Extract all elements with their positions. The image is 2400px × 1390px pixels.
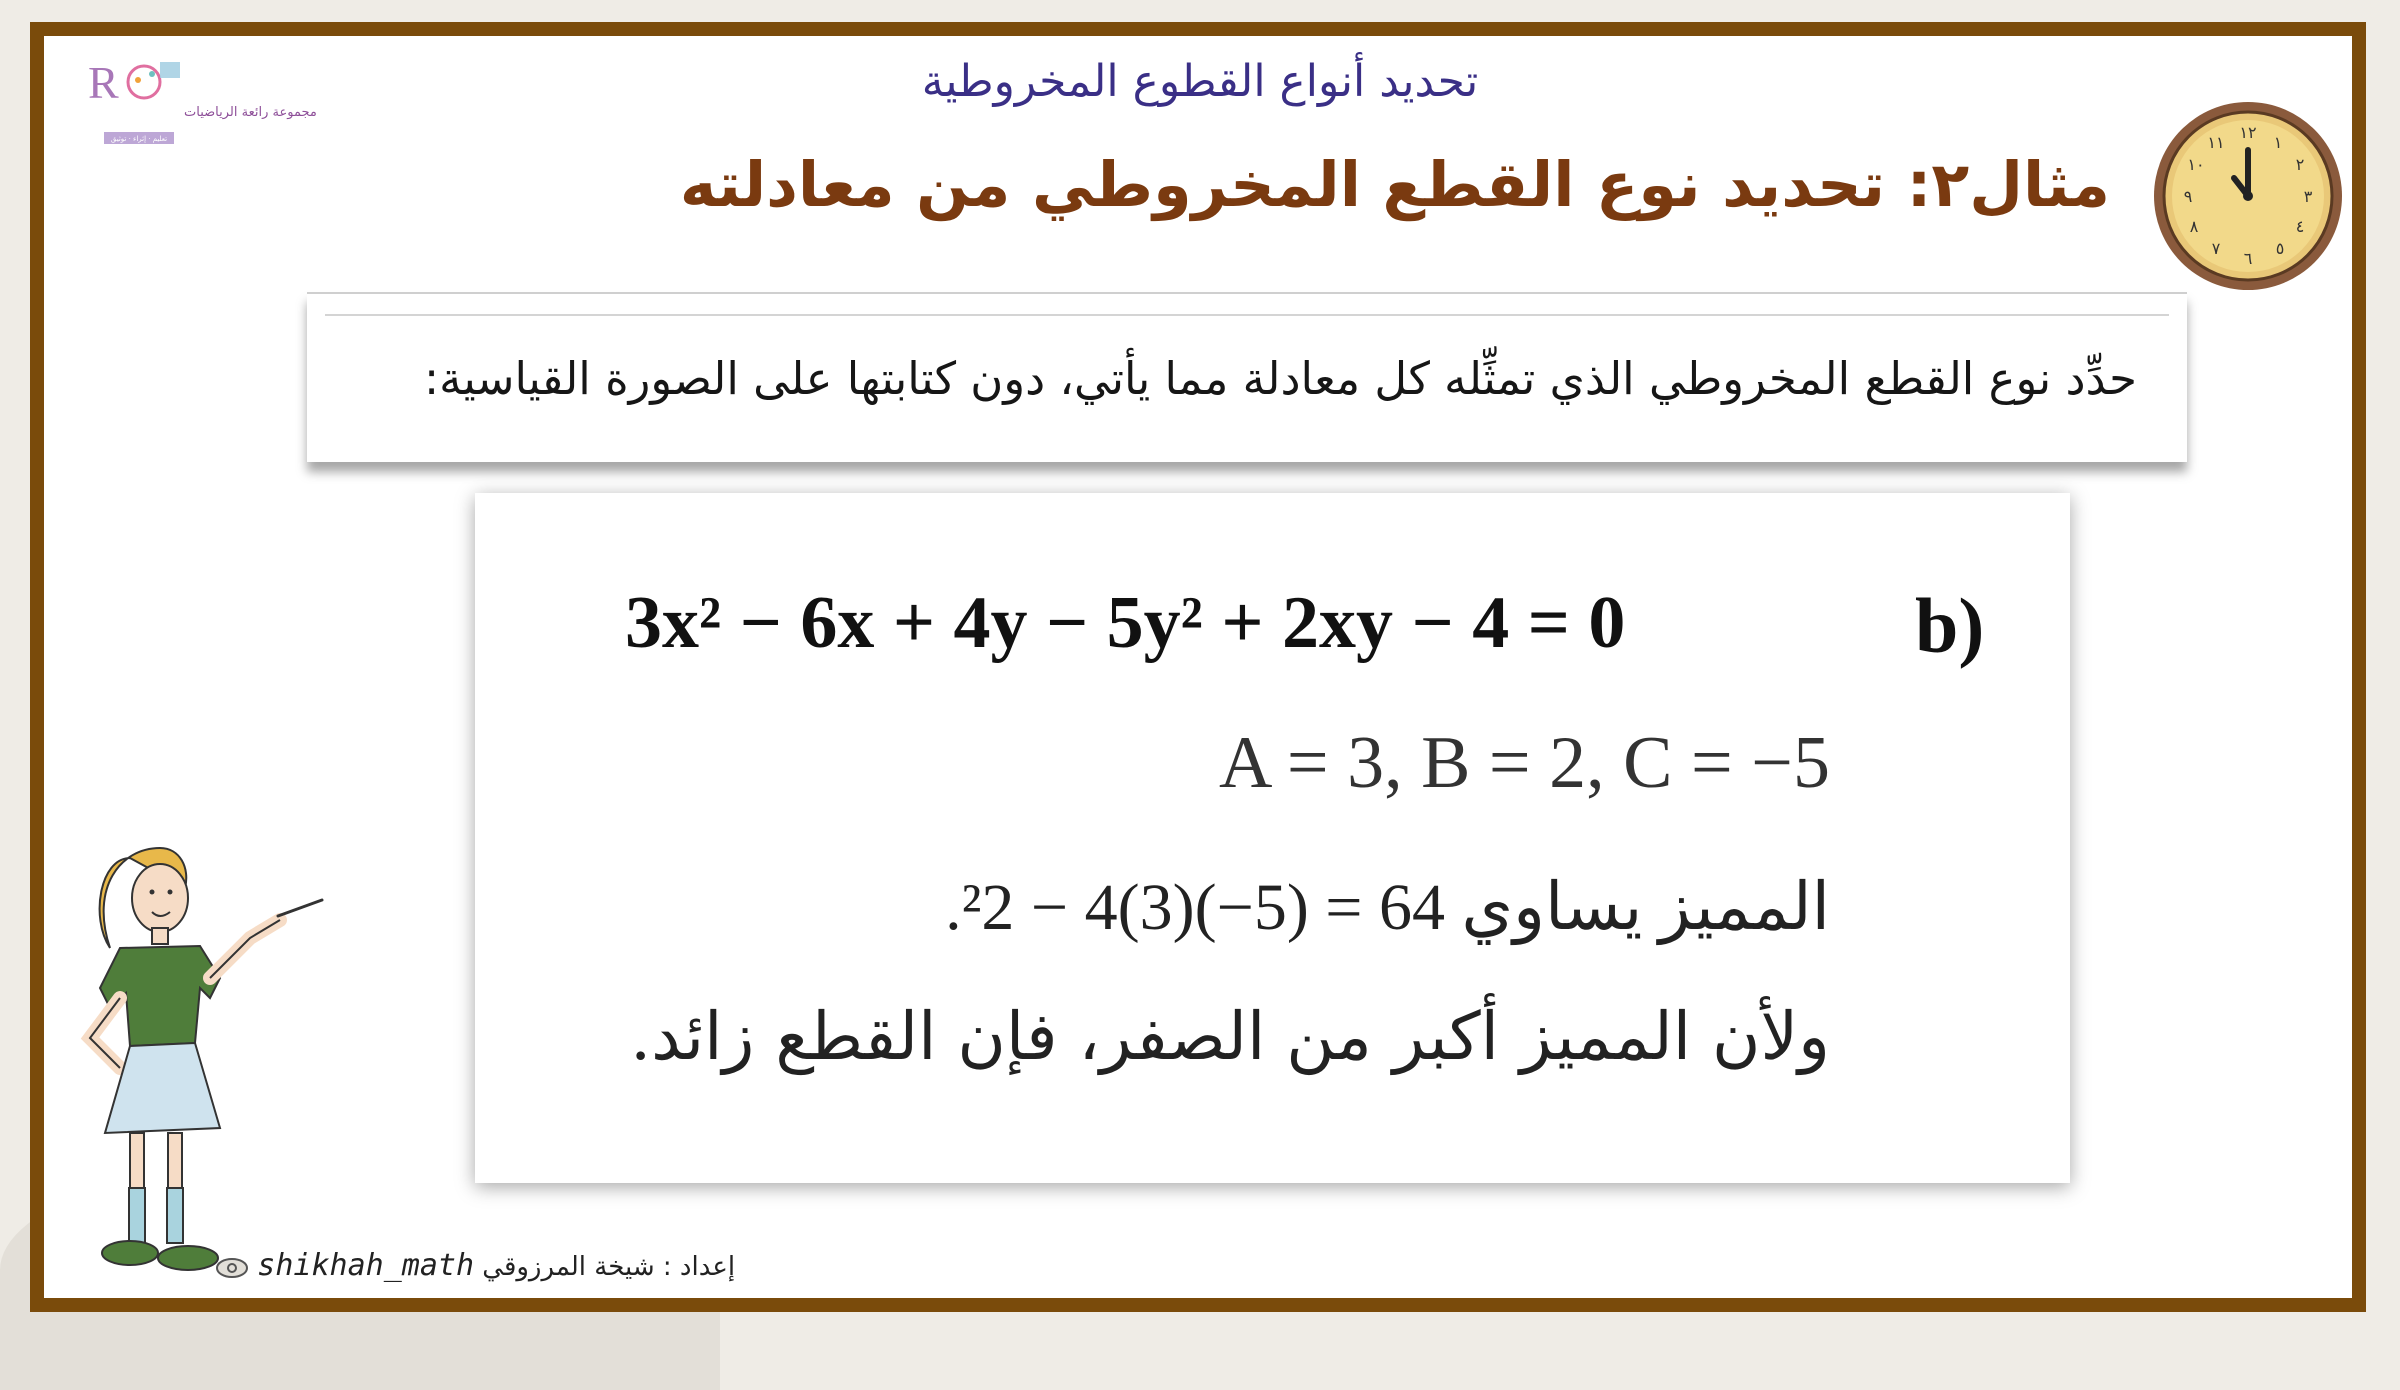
- girl-illustration: [60, 828, 350, 1288]
- logo-tagline: تعليم · إثراء · توثيق: [110, 135, 168, 143]
- instruction-text: حدِّد نوع القطع المخروطي الذي تمثِّله كل معادلة مما يأتي، دون كتابتها على الصورة القياسية:: [423, 352, 2137, 405]
- svg-text:٢: ٢: [2295, 155, 2305, 174]
- svg-text:١: ١: [2273, 133, 2283, 152]
- svg-text:١١: ١١: [2207, 133, 2225, 152]
- credit-prefix: إعداد : شيخة المرزوقي: [482, 1252, 736, 1282]
- conclusion-line: ولأن المميز أكبر من الصفر، فإن القطع زائد.: [630, 998, 1830, 1075]
- instruction-card: [307, 292, 2187, 462]
- logo-mark: [82, 52, 317, 156]
- credit-line: [215, 1248, 735, 1283]
- slide-subtitle: تحديد أنواع القطوع المخروطية: [921, 56, 1479, 107]
- svg-text:٩: ٩: [2183, 187, 2193, 206]
- svg-text:٨: ٨: [2189, 217, 2199, 236]
- svg-text:١٠: ١٠: [2187, 155, 2205, 174]
- logo-caption: مجموعة رائعة الرياضيات: [184, 105, 317, 120]
- conic-equation: 3x² − 6x + 4y − 5y² + 2xy − 4 = 0: [625, 582, 1626, 664]
- coefficients-line: A = 3, B = 2, C = −5: [1218, 722, 1830, 804]
- credit-handle[interactable]: shikhah_math: [257, 1248, 475, 1283]
- svg-text:٤: ٤: [2295, 217, 2305, 236]
- svg-text:١٢: ١٢: [2239, 123, 2257, 142]
- svg-text:٧: ٧: [2211, 239, 2221, 258]
- svg-text:٥: ٥: [2275, 239, 2285, 258]
- clock-icon: [2150, 98, 2346, 294]
- slide-title: مثال٢: تحديد نوع القطع المخروطي من معادلته: [679, 148, 2110, 221]
- logo-monogram: R: [88, 57, 119, 108]
- card-rule: [325, 314, 2169, 316]
- solution-card: [475, 493, 2070, 1183]
- instagram-icon: [215, 1257, 249, 1279]
- discriminant-line: المميز يساوي 64 = (5−)(3)4 − ²2.: [945, 871, 1830, 944]
- svg-text:٦: ٦: [2243, 249, 2253, 268]
- svg-text:٣: ٣: [2303, 187, 2313, 206]
- part-label: b): [1915, 582, 1985, 669]
